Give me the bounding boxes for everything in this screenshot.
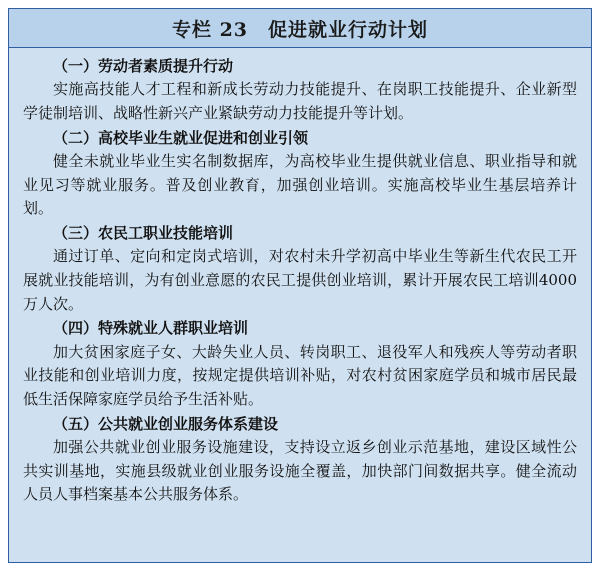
section-heading-3: （三）农民工职业技能培训 xyxy=(53,223,234,242)
section-heading-2: （二）高校毕业生就业促进和创业引领 xyxy=(53,128,309,147)
section-paragraph-3: 通过订单、定向和定岗式培训，对农村未升学初高中毕业生等新生代农民工开展就业技能培训，为有创业意愿的农民工提供创业培训，累计开展农民工培训4000万人次。 xyxy=(23,247,577,313)
section-paragraph-5: 加强公共就业创业服务设施建设，支持设立返乡创业示范基地，建设区域性公共实训基地，实施县级就业创业服务设施全覆盖，加快部门间数据共享。健全流动人员人事档案基本公共服务体系。 xyxy=(23,437,577,504)
box-title: 专栏 23 促进就业行动计划 xyxy=(171,18,429,41)
box-content xyxy=(9,48,591,507)
section-heading-1: （一）劳动者素质提升行动 xyxy=(53,57,234,75)
box-title-bar xyxy=(9,9,591,48)
feature-box xyxy=(8,8,592,563)
section-paragraph-4: 加大贫困家庭子女、大龄失业人员、转岗职工、退役军人和残疾人等劳动者职业技能和创业培训力度，按规定提供培训补贴，对农村贫困家庭学员和城市居民最低生活保障家庭学员给予生活补贴。 xyxy=(23,342,577,408)
section-heading-5: （五）公共就业创业服务体系建设 xyxy=(53,414,279,433)
section-paragraph-1: 实施高技能人才工程和新成长劳动力技能提升、在岗职工技能提升、企业新型学徒制培训、战略性新兴产业紧缺劳动力技能提升等计划。 xyxy=(23,80,577,122)
section-heading-4: （四）特殊就业人群职业培训 xyxy=(53,319,249,338)
section-paragraph-2: 健全未就业毕业生实名制数据库，为高校毕业生提供就业信息、职业指导和就业见习等就业服务。普及创业教育，加强创业培训。实施高校毕业生基层培养计划。 xyxy=(23,151,577,218)
